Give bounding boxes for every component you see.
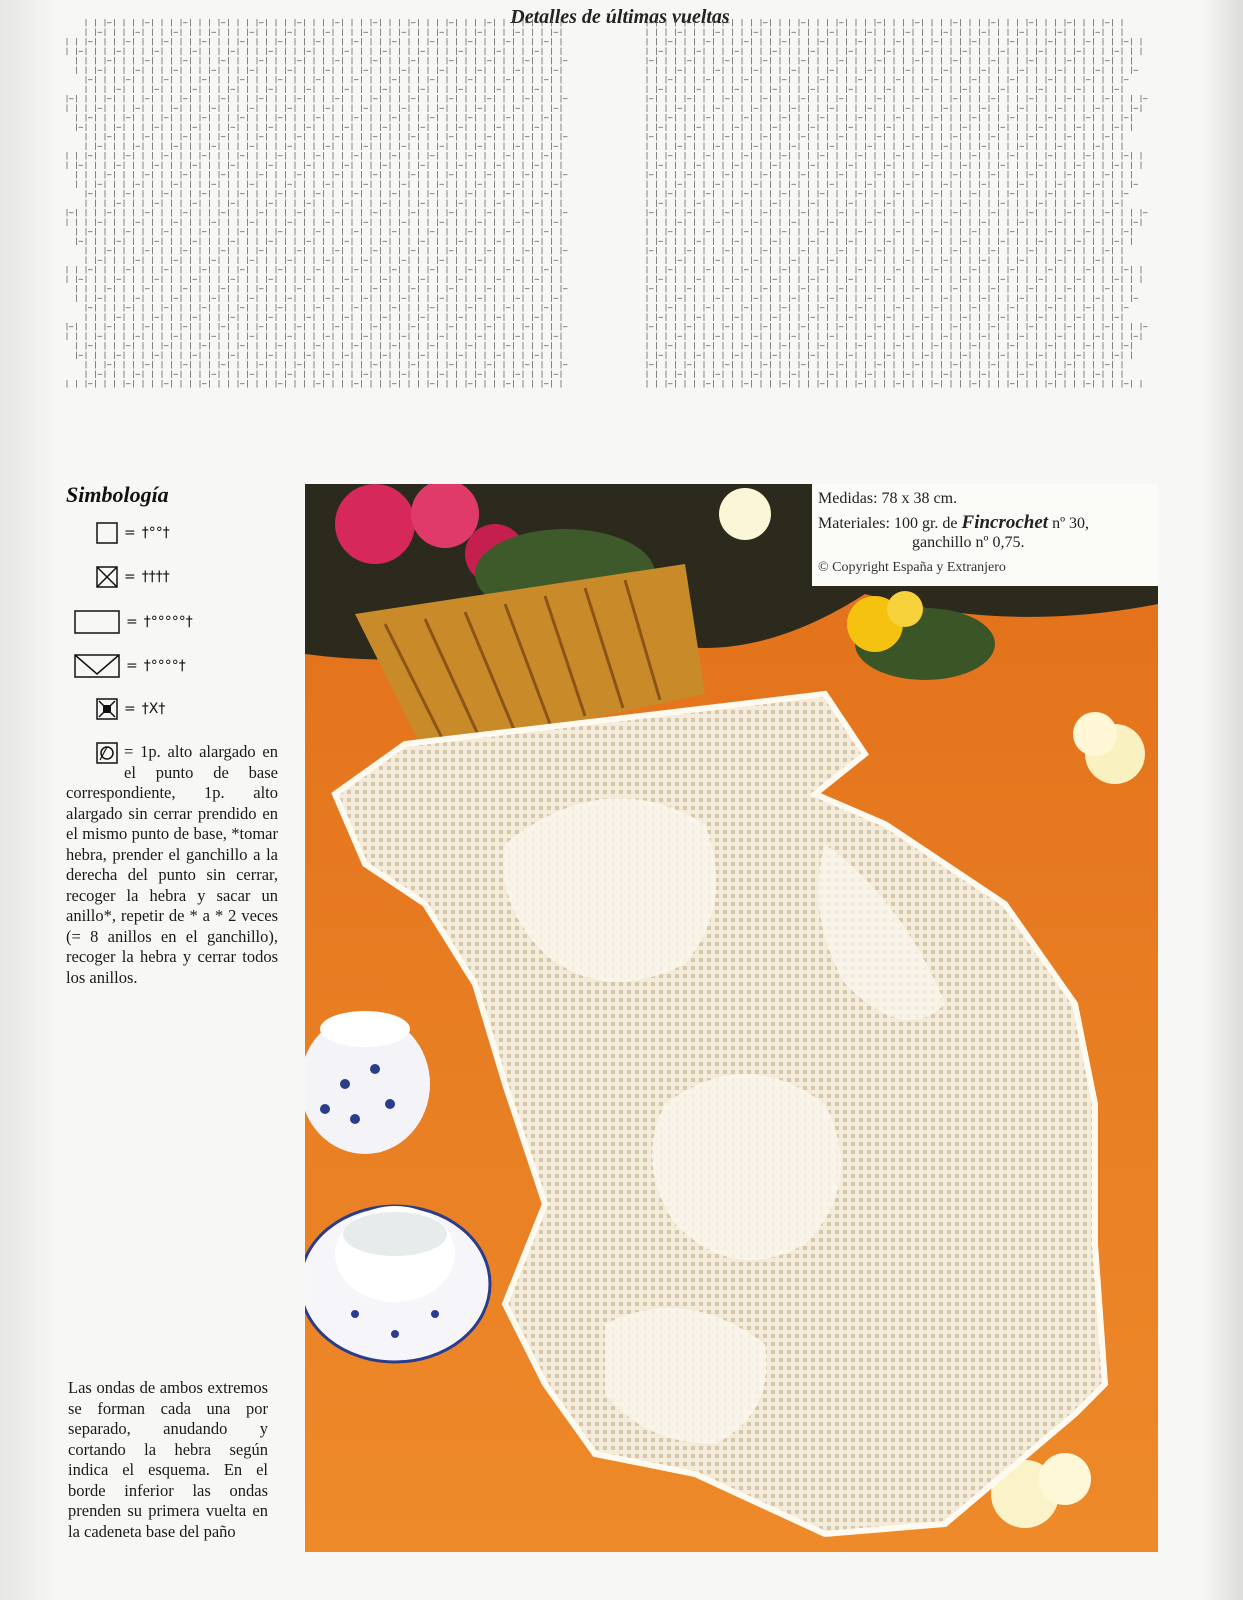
crochet-chart-left [66,18,578,392]
crochet-chart-right [646,18,1158,392]
crochet-chart-left-grid [66,18,578,392]
symbol-wide-bar [74,610,193,634]
teacup-and-saucer [305,1206,490,1362]
ganchillo-text: ganchillo nº 0,75. [912,534,1025,551]
symbol-eq: = [124,525,136,541]
page-gutter-shadow [0,0,60,1600]
symbol-glyph: †X† [141,701,166,717]
special-stitch-description [66,742,278,988]
product-photo [305,484,1158,1552]
symbol-glyph: †°°°°† [143,658,186,674]
materiales-prefix: Materiales: 100 gr. de [818,515,958,532]
special-stitch-text: = 1p. alto alargado en el punto de base correspondiente, 1p. alto alargado sin cerrar prendido en el mismo punto de base, *tomar hebra, prender el ganchillo a la derecha del punto sin cerrar, recoger la hebra y sacar un anillo*, repetir de * a * 2 veces (= 8 anillos en el ganchillo), recoger la hebra y cerrar todos los anillos. [66,742,278,987]
white-flower [719,488,771,540]
symbol-eq: = [124,569,136,585]
symbol-eq: = [126,658,138,674]
chart-heading: Detalles de últimas vueltas [510,6,730,28]
symbology-title: Simbología [66,482,169,507]
white-flower [1039,1453,1091,1505]
materiales-suffix: nº 30, [1052,515,1090,532]
symbol-cross-square [96,698,165,720]
symbol-lacet [74,654,186,678]
brand-name: Fincrochet [961,512,1049,533]
pattern-info-box [812,484,1158,586]
wide-bar-icon [74,610,120,634]
copyright-text: © Copyright España y Extranjero [818,560,1006,575]
lacet-icon [74,654,120,678]
crochet-chart-right-grid [646,18,1158,392]
symbol-empty-square [96,522,170,544]
cross-square-icon [96,698,118,720]
symbol-eq: = [126,614,138,630]
yellow-flower [887,591,923,627]
special-stitch-icon [96,742,118,764]
materiales-line [818,512,1089,534]
symbol-glyph: †††† [141,569,170,585]
empty-square-icon [96,522,118,544]
table-runner-photo [305,484,1158,1552]
filled-square-icon [96,566,118,588]
white-flower [1073,712,1117,756]
red-flower [335,484,415,564]
symbol-filled-square [96,566,170,588]
symbol-glyph: †°°† [141,525,170,541]
symbol-eq: = [124,701,136,717]
symbol-glyph: †°°°°°† [143,614,193,630]
medidas-text: Medidas: 78 x 38 cm. [818,490,958,507]
waves-note: Las ondas de ambos extremos se forman cada una por separado, anudando y cortando la hebra según indica el esquema. En el borde inferior las ondas prenden su primera vuelta en la cadeneta base del paño [68,1378,268,1541]
page-edge-shadow [1203,0,1243,1600]
